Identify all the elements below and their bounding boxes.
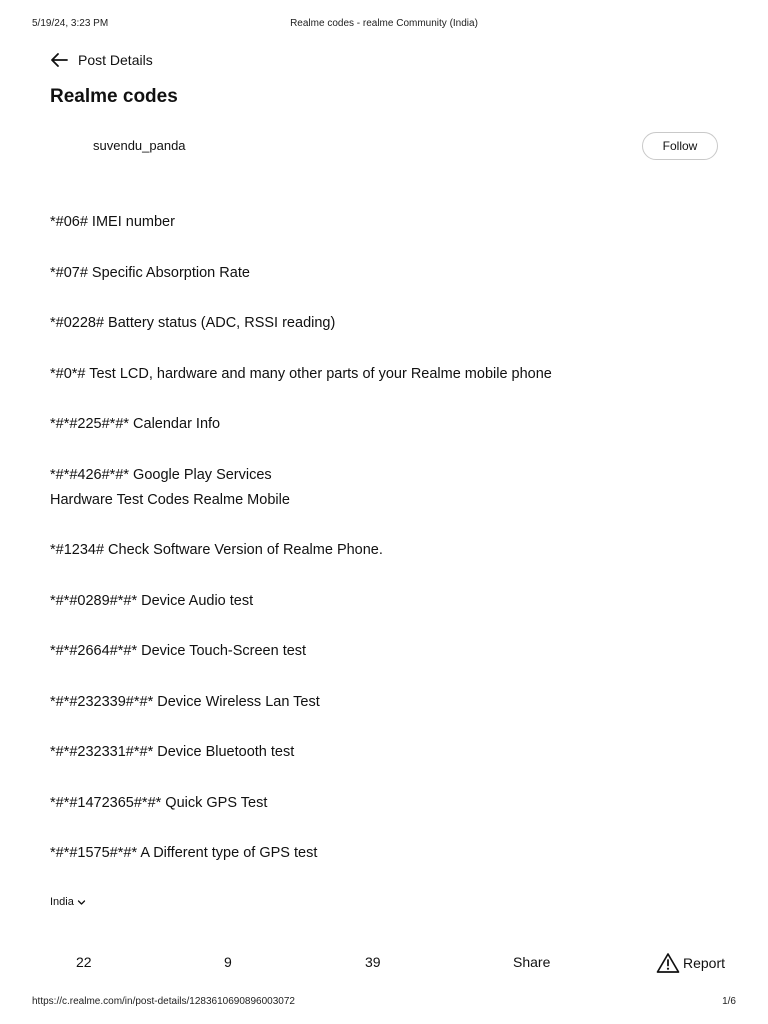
post-line: *#*#232339#*#* Device Wireless Lan Test: [50, 693, 320, 710]
post-line: *#0*# Test LCD, hardware and many other parts of your Realme mobile phone: [50, 365, 552, 382]
report-button[interactable]: [656, 952, 725, 974]
post-line: *#*#0289#*#* Device Audio test: [50, 592, 254, 609]
print-url: https://c.realme.com/in/post-details/1283610690896003072: [32, 996, 295, 1007]
comment-count[interactable]: 9: [224, 954, 232, 970]
print-header: [32, 18, 736, 32]
like-count[interactable]: 22: [76, 954, 92, 970]
follow-button[interactable]: Follow: [642, 132, 718, 160]
page-title: Post Details: [78, 52, 153, 68]
post-line: *#*#1472365#*#* Quick GPS Test: [50, 794, 268, 811]
post-line: Hardware Test Codes Realme Mobile: [50, 491, 290, 508]
region-selector[interactable]: [50, 896, 86, 908]
post-line: *#*#2664#*#* Device Touch-Screen test: [50, 643, 307, 659]
share-button[interactable]: Share: [513, 954, 551, 970]
print-page-number: 1/6: [722, 996, 736, 1007]
post-line: *#06# IMEI number: [50, 214, 175, 230]
top-bar: [48, 48, 153, 72]
post-line: *#1234# Check Software Version of Realme Phone.: [50, 542, 383, 558]
post-line: *#0228# Battery status (ADC, RSSI reading): [50, 315, 336, 331]
print-date: 5/19/24, 3:23 PM: [32, 18, 109, 29]
post-line: *#07# Specific Absorption Rate: [50, 264, 250, 281]
post-line: *#*#426#*#* Google Play Services: [50, 466, 272, 483]
post-line: *#*#1575#*#* A Different type of GPS test: [50, 845, 318, 861]
post-content: [50, 210, 728, 866]
print-footer: [32, 996, 736, 1010]
view-count: 39: [365, 954, 381, 970]
post-action-bar: [0, 952, 768, 974]
report-label: Report: [683, 955, 726, 971]
chevron-down-icon: [77, 898, 86, 907]
post-line: *#*#232331#*#* Device Bluetooth test: [50, 744, 295, 760]
region-label: India: [50, 896, 74, 908]
post-line: *#*#225#*#* Calendar Info: [50, 416, 221, 432]
print-page-title: Realme codes - realme Community (India): [290, 18, 478, 29]
author-row: [50, 132, 718, 162]
author-name[interactable]: suvendu_panda: [93, 138, 186, 153]
arrow-left-icon[interactable]: [48, 49, 70, 71]
avatar[interactable]: [50, 134, 80, 160]
post-title: Realme codes: [50, 86, 178, 107]
warning-triangle-icon: [656, 952, 680, 974]
